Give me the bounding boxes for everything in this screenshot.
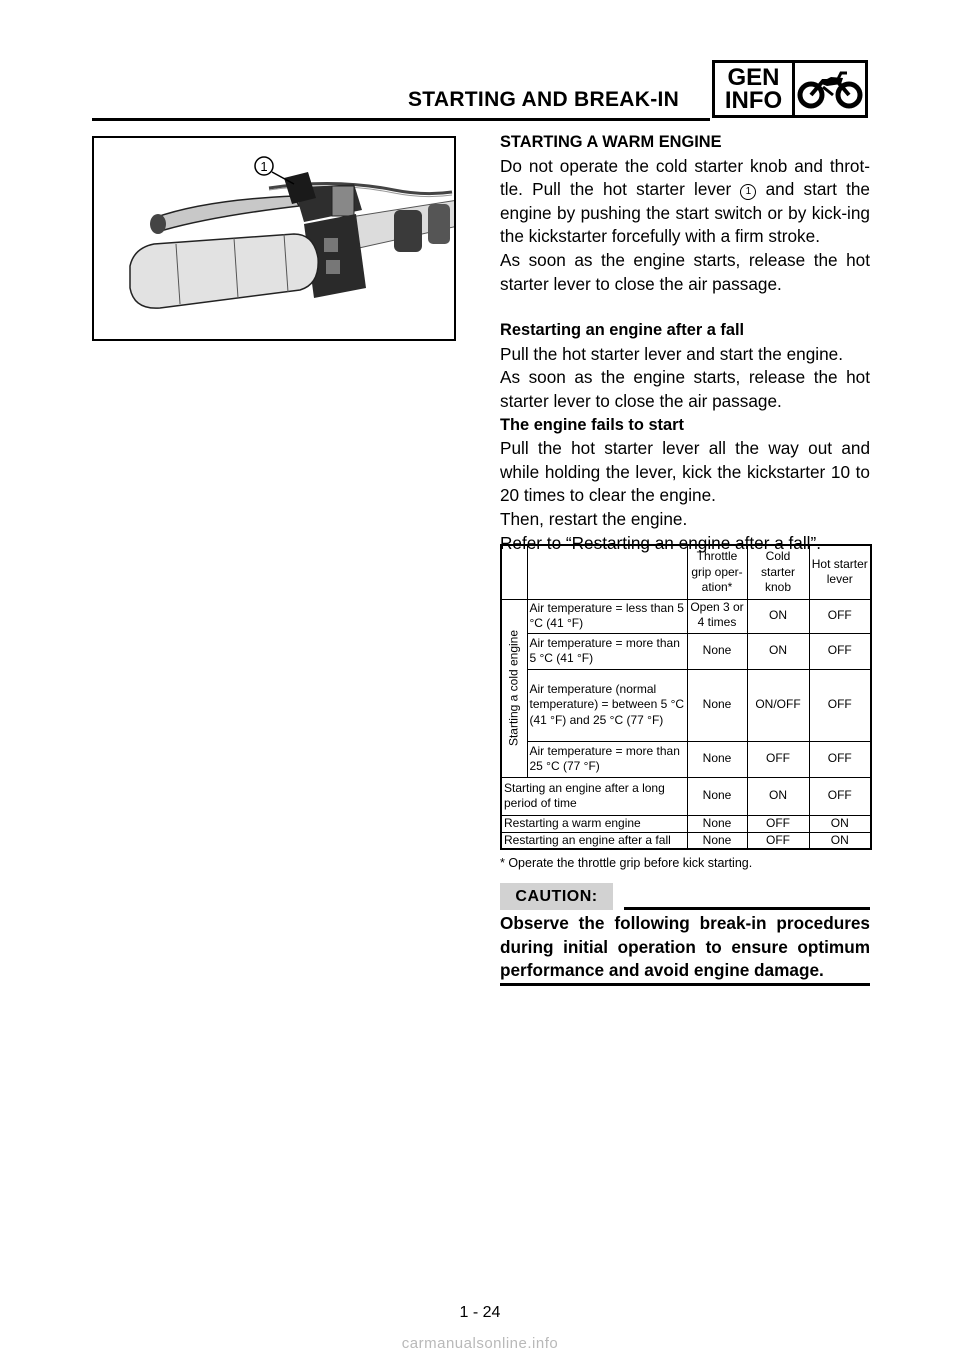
- cold-cell: ON: [747, 633, 809, 669]
- caution-badge: CAUTION:: [500, 883, 613, 910]
- motorcycle-icon: [795, 63, 865, 115]
- hot-cell: OFF: [809, 633, 871, 669]
- gen-info-label: [715, 63, 795, 115]
- throttle-cell: None: [687, 832, 747, 849]
- table-footnote: * Operate the throttle grip before kick starting.: [500, 856, 753, 870]
- throttle-cell: None: [687, 777, 747, 815]
- table-row: [501, 633, 871, 669]
- cold-cell: ON/OFF: [747, 669, 809, 741]
- header-rule: [92, 118, 710, 121]
- throttle-cell: None: [687, 741, 747, 777]
- paragraph-fall-2: As soon as the engine starts, release the hot starter lever to close the air passage.: [500, 367, 870, 411]
- paragraph-warm-engine: [500, 155, 870, 249]
- cold-cell: OFF: [747, 832, 809, 849]
- table-header-row: [501, 545, 871, 599]
- condition-cell: Restarting an engine after a fall: [501, 832, 687, 849]
- info-label: INFO: [724, 87, 783, 114]
- condition-cell: Air temperature (normal temperature) = between 5 °C (41 °F) and 25 °C (77 °F): [527, 669, 687, 741]
- condition-cell: Starting an engine after a long period of time: [501, 777, 687, 815]
- hot-cell: OFF: [809, 777, 871, 815]
- table-row: [501, 741, 871, 777]
- callout-number: 1: [260, 159, 268, 174]
- hot-cell: OFF: [809, 741, 871, 777]
- caution-rule: [500, 983, 870, 986]
- cold-cell: ON: [747, 777, 809, 815]
- table-row: [501, 599, 871, 633]
- hot-cell: ON: [809, 815, 871, 832]
- section-badge: [712, 60, 868, 118]
- group-label: Starting a cold engine: [506, 629, 521, 747]
- paragraph-refer: Refer to “Restarting an engine after a fall”.: [500, 532, 821, 553]
- table-row: [501, 832, 871, 849]
- subheading-fails: The engine fails to start: [500, 415, 684, 434]
- table-row: [501, 669, 871, 741]
- condition-cell: Air temperature = more than 5 °C (41 °F): [527, 633, 687, 669]
- cold-cell: OFF: [747, 741, 809, 777]
- header-hot-starter: Hot starter lever: [809, 545, 871, 599]
- paragraph-fall-1: Pull the hot starter lever and start the engine.: [500, 343, 843, 364]
- table-corner: [501, 545, 527, 599]
- section-heading: STARTING A WARM ENGINE: [500, 133, 722, 151]
- header-throttle: Throttle grip oper-ation*: [687, 545, 747, 599]
- throttle-cell: None: [687, 669, 747, 741]
- paragraph-release: As soon as the engine starts, release the hot starter lever to close the air passage.: [500, 249, 870, 294]
- table-row: [501, 777, 871, 815]
- starting-table: [500, 544, 872, 850]
- paragraph-text: Do not operate the cold starter knob and throt-tle. Pull the hot starter lever: [500, 155, 870, 200]
- hot-cell: OFF: [809, 669, 871, 741]
- condition-cell: Air temperature = less than 5 °C (41 °F): [527, 599, 687, 633]
- paragraph-text: and start the engine by pushing the start switch or by kick-ing the kickstarter forcefully with a firm stroke.: [500, 179, 870, 247]
- subheading-fall: Restarting an engine after a fall: [500, 321, 745, 340]
- paragraph-fails: Pull the hot starter lever all the way out and while holding the lever, kick the kickstarter 10 to 20 times to clear the engine.: [500, 438, 870, 506]
- cold-cell: OFF: [747, 815, 809, 832]
- watermark: carmanualsonline.info: [401, 1335, 559, 1352]
- caution-rule: [624, 907, 870, 910]
- handlebar-photo: [92, 136, 456, 341]
- hot-cell: ON: [809, 832, 871, 849]
- group-label-cell: [501, 599, 527, 777]
- throttle-cell: None: [687, 633, 747, 669]
- condition-cell: Air temperature = more than 25 °C (77 °F): [527, 741, 687, 777]
- caution-text: Observe the following break-in procedures during initial operation to ensure optimum performance and avoid engine damage.: [500, 913, 870, 981]
- condition-cell: Restarting a warm engine: [501, 815, 687, 832]
- gen-label: GEN: [727, 64, 780, 91]
- throttle-cell: Open 3 or 4 times: [687, 599, 747, 633]
- throttle-cell: None: [687, 815, 747, 832]
- table-corner: [527, 545, 687, 599]
- body-text: [500, 131, 870, 555]
- paragraph-restart: Then, restart the engine.: [500, 508, 688, 529]
- cold-cell: ON: [747, 599, 809, 633]
- header-cold-starter: Cold starter knob: [747, 545, 809, 599]
- table-row: [501, 815, 871, 832]
- page-number: 1 - 24: [459, 1304, 501, 1321]
- hot-cell: OFF: [809, 599, 871, 633]
- page-title: STARTING AND BREAK-IN: [408, 88, 680, 111]
- callout-ref: 1: [740, 184, 756, 200]
